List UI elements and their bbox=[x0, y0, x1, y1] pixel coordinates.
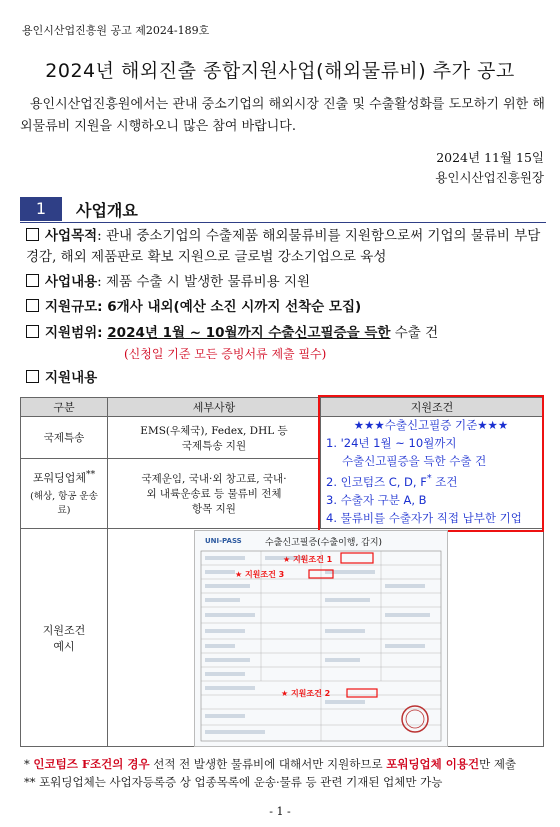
doc-condition-3: ★ 지원조건 3 bbox=[235, 570, 285, 579]
item-range bbox=[26, 323, 546, 344]
doc-condition-2: ★ 지원조건 2 bbox=[281, 689, 331, 698]
condition-item: 2. 인코텀즈 C, D, F* 조건 bbox=[326, 473, 458, 489]
row-category-label: 포워딩업체 bbox=[32, 471, 86, 485]
doc-condition-1: ★ 지원조건 1 bbox=[283, 555, 333, 564]
row-category: 지원조건 예시 bbox=[21, 529, 108, 747]
export-declaration-image bbox=[194, 530, 448, 747]
item-label: 사업내용 bbox=[45, 274, 98, 290]
item-label: 지원범위 bbox=[45, 325, 98, 341]
range-note: (신청일 기준 모든 증빙서류 제출 필수) bbox=[124, 347, 327, 361]
row-category: 국제특송 bbox=[21, 417, 108, 459]
notice-date: 2024년 11월 15일 bbox=[436, 150, 544, 165]
column-header: 구분 bbox=[21, 398, 108, 417]
item-text: : 제품 수출 시 발생한 물류비용 지원 bbox=[97, 274, 311, 290]
item-purpose bbox=[26, 226, 546, 268]
condition-item: 4. 물류비를 수출자가 직접 납부한 기업 bbox=[326, 510, 522, 525]
checkbox-square-icon bbox=[26, 228, 39, 241]
checkbox-square-icon bbox=[26, 274, 39, 287]
checkbox-square-icon bbox=[26, 299, 39, 312]
item-scale bbox=[26, 297, 546, 318]
item-underlined: 2024년 1월 ~ 10월까지 수출신고필증을 득한 bbox=[107, 325, 391, 341]
page-number: - 1 - bbox=[269, 805, 291, 818]
footnote-1: * 인코텀즈 F조건의 경우 선적 전 발생한 물류비에 대해서만 지원하므로 포워딩업체 이용건만 제출 bbox=[24, 757, 517, 771]
doc-title: 수출신고필증(수출이행, 갑지) bbox=[265, 538, 383, 548]
intro-paragraph: 용인시산업진흥원에서는 관내 중소기업의 해외시장 진출 및 수출활성화를 도모하기 위한 해외물류비 지원을 시행하오니 많은 참여 바랍니다. bbox=[20, 97, 545, 134]
notice-number: 용인시산업진흥원 공고 제2024-189호 bbox=[22, 24, 210, 37]
condition-item: 1. '24년 1월 ~ 10월까지 bbox=[326, 436, 457, 450]
condition-item: 3. 수출자 구분 A, B bbox=[326, 492, 427, 507]
item-label: 지원규모 bbox=[45, 299, 98, 315]
item-label: 사업목적 bbox=[45, 228, 98, 244]
section-number: 1 bbox=[20, 197, 62, 221]
item-colon: : bbox=[97, 325, 108, 341]
row-category-mark: ** bbox=[85, 469, 96, 481]
item-tail: 수출 건 bbox=[390, 325, 439, 341]
row-detail: EMS(우체국), Fedex, DHL 등 국제특송 지원 bbox=[108, 417, 321, 459]
footnote-red-2: 포워딩업체 이용건 bbox=[386, 757, 480, 771]
item-text: : 6개사 내외(예산 소진 시까지 선착순 모집) bbox=[97, 299, 362, 315]
doc-logo: UNI-PASS bbox=[205, 537, 242, 545]
row-category-sub: (해상, 항공 운송료) bbox=[30, 490, 98, 516]
checkbox-square-icon bbox=[26, 325, 39, 338]
footnote-2: ** 포워딩업체는 사업자등록증 상 업종목록에 운송·물류 등 관련 기재된 업체만 가능 bbox=[24, 775, 443, 789]
column-header: 세부사항 bbox=[108, 398, 321, 417]
item-content bbox=[26, 272, 546, 293]
page-title: 2024년 해외진출 종합지원사업(해외물류비) 추가 공고 bbox=[45, 60, 515, 82]
section-title: 사업개요 bbox=[76, 201, 138, 220]
conditions-list bbox=[322, 416, 540, 527]
condition-item: 수출신고필증을 득한 수출 건 bbox=[342, 454, 487, 468]
checkbox-square-icon bbox=[26, 370, 39, 383]
item-label: 지원내용 bbox=[45, 370, 98, 386]
row-detail: 국제운임, 국내·외 창고료, 국내·외 내륙운송료 등 물류비 전체 항목 지원 bbox=[108, 459, 321, 529]
column-header: 지원조건 bbox=[321, 398, 544, 417]
export-declaration-form bbox=[195, 531, 447, 746]
issuer: 용인시산업진흥원장 bbox=[435, 170, 544, 185]
section-divider bbox=[20, 222, 546, 223]
item-detail bbox=[26, 368, 546, 389]
footnote-red-1: 인코텀즈 F조건의 경우 bbox=[33, 757, 150, 771]
conditions-heading: ★★★수출신고필증 기준★★★ bbox=[353, 418, 509, 432]
row-category bbox=[21, 459, 108, 529]
item-text: : 관내 중소기업의 수출제품 해외물류비를 지원함으로써 기업의 물류비 부담 경감, 해외 제품판로 확보 지원으로 글로벌 강소기업으로 육성 bbox=[26, 228, 541, 265]
